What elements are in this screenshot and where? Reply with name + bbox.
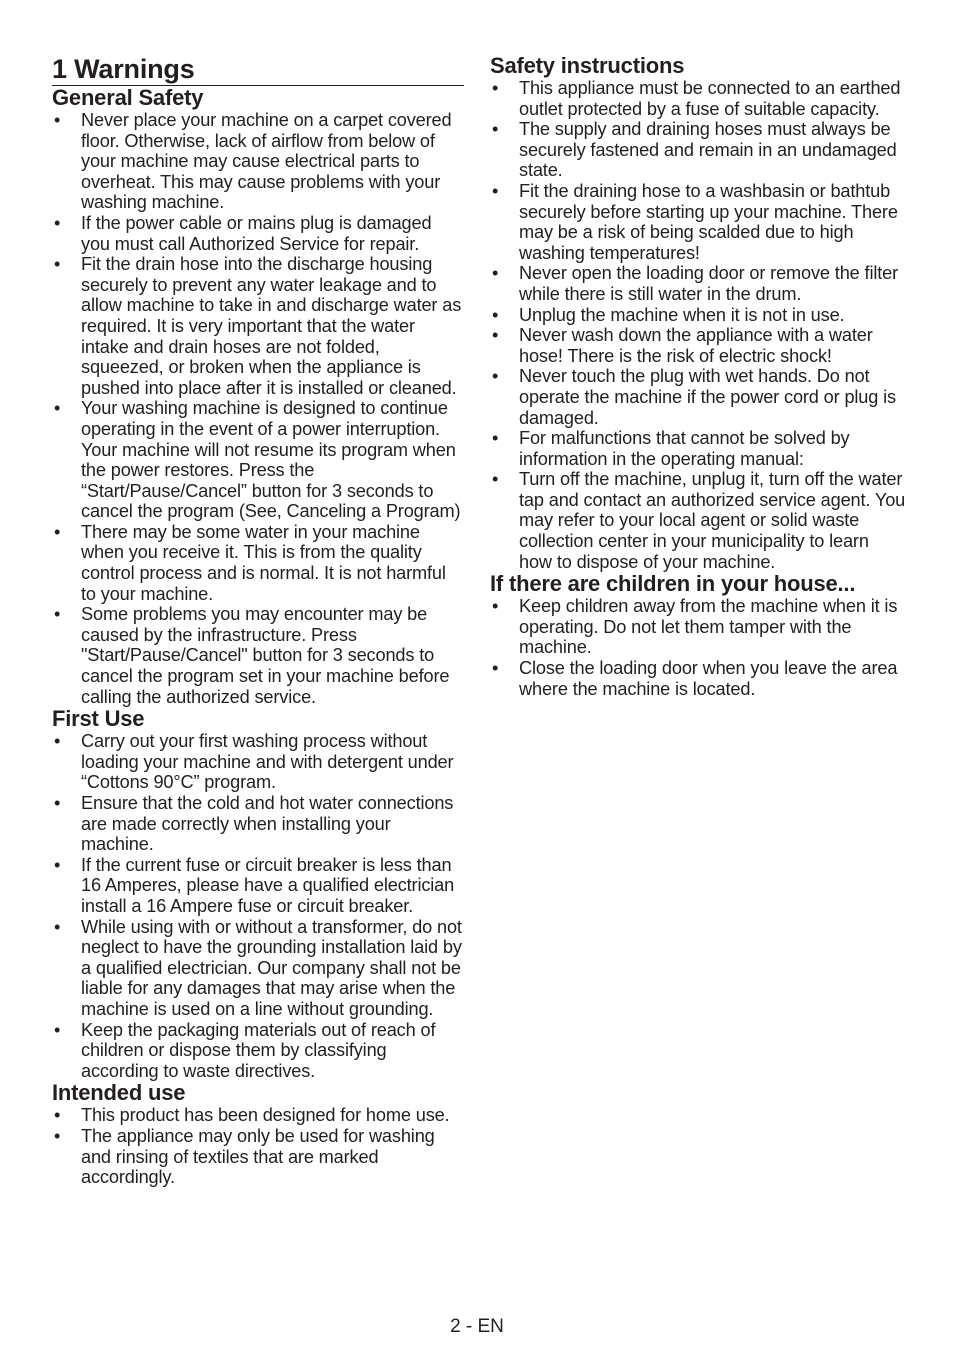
list-item xyxy=(52,731,464,793)
list-item-text: There may be some water in your machine when you receive it. This is from the quality control process and is normal. It is not harmful to your machine. xyxy=(81,521,446,604)
list-item-text: Unplug the machine when it is not in use. xyxy=(519,304,845,325)
bullet-icon: • xyxy=(492,263,499,284)
list-item xyxy=(52,855,464,917)
list-item-text: Fit the draining hose to a washbasin or bathtub securely before starting up your machine. There may be a risk of being scalded due to high washing temperatures! xyxy=(519,180,898,263)
list-item-text: Close the loading door when you leave the area where the machine is located. xyxy=(519,658,898,699)
list-item xyxy=(490,181,906,263)
list-item xyxy=(52,1020,464,1082)
bullet-icon: • xyxy=(492,119,499,140)
bullet-icon: • xyxy=(54,793,61,813)
bullet-icon: • xyxy=(54,916,61,937)
section-title-intended-use: Intended use xyxy=(52,1080,186,1106)
list-item-text: Never open the loading door or remove the filter while there is still water in the drum. xyxy=(519,263,899,304)
list-item-text: For malfunctions that cannot be solved by information in the operating manual: xyxy=(519,428,850,469)
bullet-icon: • xyxy=(54,254,61,275)
list-item-text: If the power cable or mains plug is damaged you must call Authorized Service for repair. xyxy=(81,212,432,254)
list-item xyxy=(52,917,464,1020)
bullet-icon: • xyxy=(492,596,499,617)
list-item xyxy=(52,213,464,254)
list-item xyxy=(490,119,906,181)
bullet-icon: • xyxy=(492,366,499,387)
bullet-icon: • xyxy=(54,604,61,625)
bullet-icon: • xyxy=(492,428,499,449)
list-item-text: Fit the drain hose into the discharge housing securely to prevent any water leakage and to allow machine to take in and discharge water as required. It is very important that the water intake and drain hoses are not folded, squeezed, or broken when the appliance is pushed into place after it is installed or cleaned. xyxy=(81,254,462,398)
list-item-text: Never touch the plug with wet hands. Do not operate the machine if the power cord or plug is damaged. xyxy=(519,366,896,428)
bullet-icon: • xyxy=(492,469,499,490)
list-item-text: Turn off the machine, unplug it, turn off the water tap and contact an authorized service agent. You may refer to your local agent or solid waste collection center in your municipality to learn how to dispose of your machine. xyxy=(519,469,906,572)
bullet-icon: • xyxy=(54,1105,61,1126)
list-item xyxy=(490,469,906,572)
list-item-text: This product has been designed for home use. xyxy=(81,1105,450,1126)
list-item xyxy=(490,78,906,119)
list-item xyxy=(52,254,464,398)
bullet-icon: • xyxy=(54,212,61,233)
bullet-icon: • xyxy=(54,521,61,542)
list-item xyxy=(490,325,906,366)
list-item-text: While using with or without a transformer, do not neglect to have the grounding installation laid by a qualified electrician. Our company shall not be liable for any damages that may arise when the machine is used on a line without grounding. xyxy=(81,916,462,1019)
list-item xyxy=(52,793,464,855)
list-item-text: Keep the packaging materials out of reach of children or dispose them by classifying according to waste directives. xyxy=(81,1019,436,1081)
list-item-text: This appliance must be connected to an earthed outlet protected by a fuse of suitable capacity. xyxy=(519,78,901,119)
bullet-icon: • xyxy=(492,325,499,346)
bullet-icon: • xyxy=(54,731,61,752)
list-item-text: The appliance may only be used for washing and rinsing of textiles that are marked accordingly. xyxy=(81,1125,435,1188)
list-item xyxy=(490,263,906,304)
list-item xyxy=(490,366,906,428)
section-title-children: If there are children in your house... xyxy=(490,571,856,597)
list-item-text: Keep children away from the machine when it is operating. Do not let them tamper with the machine. xyxy=(519,596,898,658)
list-item xyxy=(52,110,464,213)
page-number: 2 - EN xyxy=(450,1316,504,1337)
bullet-icon: • xyxy=(492,78,499,98)
bullet-icon: • xyxy=(492,180,499,201)
left-column xyxy=(52,54,464,1188)
list-item xyxy=(490,658,906,699)
section-title-safety-instructions: Safety instructions xyxy=(490,53,685,78)
bullet-icon: • xyxy=(54,1019,61,1040)
children-list xyxy=(490,596,906,699)
bullet-icon: • xyxy=(492,304,499,325)
section-title-first-use: First Use xyxy=(52,706,145,732)
list-item-text: Your washing machine is designed to continue operating in the event of a power interruption. Your machine will not resume its program when the power restores. Press the “Start/Pause/Cancel” button for 3 seconds to cancel the program (See, Canceling a Program) xyxy=(81,398,461,522)
list-item xyxy=(52,1126,464,1188)
general-safety-list xyxy=(52,110,464,707)
list-item-text: Never wash down the appliance with a water hose! There is the risk of electric shock! xyxy=(519,325,873,366)
list-item xyxy=(52,398,464,522)
list-item xyxy=(490,596,906,658)
bullet-icon: • xyxy=(492,658,499,679)
list-item xyxy=(490,305,906,326)
list-item-text: Some problems you may encounter may be caused by the infrastructure. Press "Start/Pause/Cancel" button for 3 seconds to cancel the program set in your machine before calling the authorized service. xyxy=(81,604,450,707)
section-title-general-safety: General Safety xyxy=(52,85,204,110)
chapter-title: 1 Warnings xyxy=(52,54,464,86)
bullet-icon: • xyxy=(54,854,61,875)
first-use-list xyxy=(52,731,464,1081)
list-item xyxy=(52,604,464,707)
list-item-text: Never place your machine on a carpet covered floor. Otherwise, lack of airflow from below of your machine may cause electrical parts to overheat. This may cause problems with your washing machine. xyxy=(81,110,452,213)
bullet-icon: • xyxy=(54,398,61,419)
list-item-text: If the current fuse or circuit breaker is less than 16 Amperes, please have a qualified electrician install a 16 Ampere fuse or circuit breaker. xyxy=(81,854,455,916)
list-item xyxy=(52,522,464,604)
bullet-icon: • xyxy=(54,1125,61,1146)
safety-instructions-list xyxy=(490,78,906,572)
list-item xyxy=(52,1105,464,1126)
list-item-text: Ensure that the cold and hot water connections are made correctly when installing your machine. xyxy=(81,793,454,855)
list-item-text: The supply and draining hoses must always be securely fastened and remain in an undamaged state. xyxy=(519,119,897,181)
list-item xyxy=(490,428,906,469)
right-column xyxy=(490,54,906,699)
bullet-icon: • xyxy=(54,110,61,130)
list-item-text: Carry out your first washing process without loading your machine and with detergent under “Cottons 90°C” program. xyxy=(81,731,454,793)
intended-use-list xyxy=(52,1105,464,1187)
